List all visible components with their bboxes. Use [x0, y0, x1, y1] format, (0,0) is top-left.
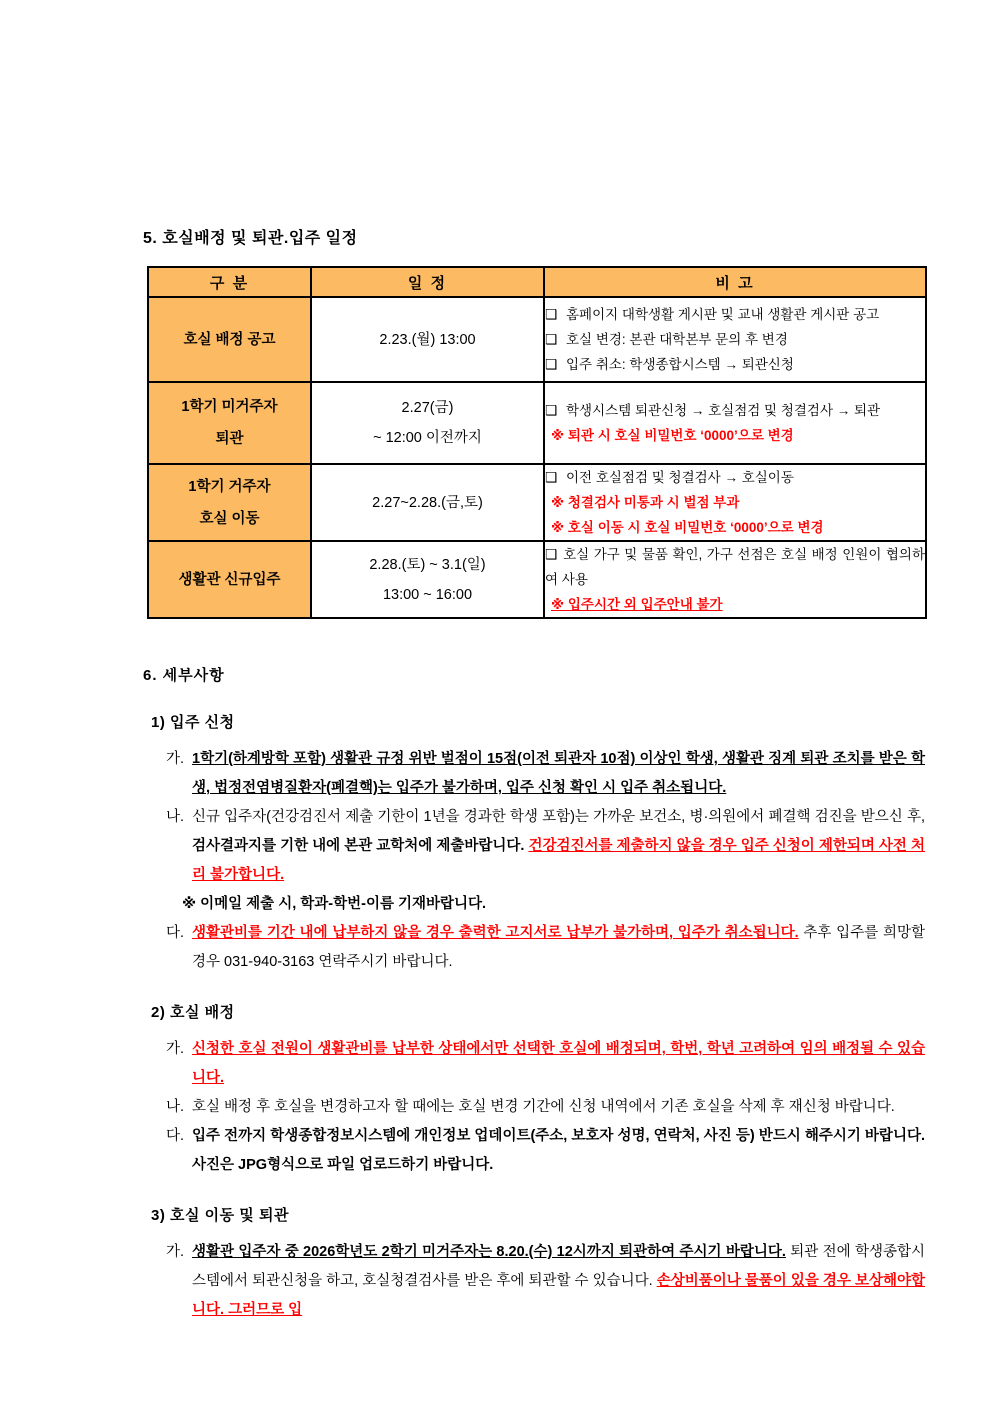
checkbox-bullet-icon: ❑ [545, 547, 558, 562]
text-run: 검사결과지를 기한 내에 본관 교학처에 제출바랍니다. [192, 838, 529, 854]
header-schedule: 일 정 [311, 267, 544, 297]
remarks-cell [544, 541, 926, 618]
schedule-table-body [148, 297, 926, 618]
text-run: 1학기(하계방학 포함) 생활관 규정 위반 벌점이 15점(이전 퇴관자 10점) 이상인 학생, 생활관 징계 퇴관 조치를 받은 학생, 법정전염병질환자(폐결핵)는 입주가 불가하며, 입주 신청 확인 시 입주 취소됩니다. [192, 751, 925, 796]
category-line: 호실 배정 공고 [183, 331, 276, 348]
paragraph-label: 가. [166, 751, 185, 767]
note-tip-line [545, 592, 925, 617]
text-run: 생활관 입주자 중 2026학년도 2학기 미거주자는 8.20.(수) 12시까지 퇴관하여 주시기 바랍니다. [192, 1244, 786, 1260]
note-text [566, 302, 925, 327]
paragraph-text [192, 1238, 925, 1325]
paragraph-text [192, 1035, 925, 1093]
text-run: 이전 호실점검 및 청결검사 → 호실이동 [566, 470, 794, 485]
remarks-cell [544, 382, 926, 464]
details [143, 665, 925, 1325]
schedule-line: ~ 12:00 이전까지 [373, 430, 482, 446]
checkbox-bullet-icon: ❑ [545, 403, 558, 418]
schedule-table-header [148, 267, 926, 297]
paragraph-text [192, 745, 925, 803]
note-line [545, 302, 925, 327]
schedule-cell [311, 541, 544, 618]
text-run: ※ 이메일 제출 시, 학과-학번-이름 기재바랍니다. [182, 896, 487, 912]
paragraph-label: 다. [166, 925, 185, 941]
category-line: 생활관 신규입주 [178, 571, 281, 588]
schedule-line: 2.23.(월) 13:00 [379, 331, 476, 348]
table-row [148, 541, 926, 618]
table-row [148, 464, 926, 541]
note-tip-line [545, 515, 925, 540]
header-row [148, 267, 926, 297]
checkbox-bullet-icon: ❑ [545, 470, 558, 485]
subsection-heading: 1) 입주 신청 [151, 714, 235, 731]
document-content [143, 225, 925, 1325]
category-cell [148, 382, 311, 464]
category-cell [148, 297, 311, 382]
checkbox-bullet-icon: ❑ [545, 307, 558, 322]
text-run: 호실 배정 후 호실을 변경하고자 할 때에는 호실 변경 기간에 신청 내역에서 기존 호실을 삭제 후 재신청 바랍니다. [192, 1099, 895, 1115]
category-line: 퇴관 [215, 431, 244, 447]
category-cell [148, 541, 311, 618]
text-run: ※ 호실 이동 시 호실 비밀번호 ‘0000’으로 변경 [551, 520, 824, 535]
schedule-cell [311, 297, 544, 382]
note-text [566, 327, 925, 352]
subsection-heading: 3) 호실 이동 및 퇴관 [151, 1207, 289, 1224]
detail-paragraph [166, 1093, 925, 1122]
text-run: ※ 퇴관 시 호실 비밀번호 ‘0000’으로 변경 [551, 428, 794, 443]
text-run: 생활관비를 기간 내에 납부하지 않을 경우 출력한 고지서로 납부가 불가하며, 입주가 취소됩니다. [192, 925, 799, 941]
subsection-heading: 2) 호실 배정 [151, 1004, 235, 1021]
paragraph-text [192, 803, 925, 890]
schedule-line: 2.27~2.28.(금,토) [372, 494, 483, 511]
schedule-line: 2.28.(토) ~ 3.1(일) [369, 556, 486, 573]
remarks-cell [544, 464, 926, 541]
header-remarks: 비 고 [544, 267, 926, 297]
text-run: 신청한 호실 전원이 생활관비를 납부한 상태에서만 선택한 호실에 배정되며, 학번, 학년 고려하여 임의 배정될 수 있습니다. [192, 1041, 925, 1086]
note-text [566, 352, 925, 377]
schedule-table [147, 266, 927, 619]
note-tip-line [545, 490, 925, 515]
text-run: 신규 입주자(건강검진서 제출 기한이 1년을 경과한 학생 포함)는 가까운 보건소, 병·의원에서 폐결핵 검진을 받으신 후, [192, 809, 925, 825]
text-run: 퇴관 전에 학생종합시스템에서 퇴관신청을 하고, 호실청결검사를 받은 후에 퇴관할 수 있습니다. [192, 1244, 925, 1289]
text-run: 추후 입주를 희망할 경우 031-940-3163 연락주시기 바랍니다. [192, 925, 925, 970]
paragraph-label: 나. [166, 1099, 185, 1115]
paragraph-text [192, 1093, 925, 1122]
note-line [545, 465, 925, 490]
note-line [545, 542, 925, 592]
header-category: 구 분 [148, 267, 311, 297]
section-6-title: 6. 세부사항 [143, 667, 225, 684]
category-line: 1학기 거주자 [188, 478, 271, 495]
note-line [545, 327, 925, 352]
text-run: 입주 취소: 학생종합시스템 → 퇴관신청 [566, 357, 794, 372]
detail-paragraph [166, 803, 925, 890]
text-run: ※ 입주시간 외 입주안내 불가 [551, 597, 723, 612]
extra-note [182, 890, 925, 919]
note-text [545, 547, 925, 587]
text-run: 손상비품이나 물품이 있을 경우 보상해야합니다. 그러므로 입 [192, 1273, 925, 1318]
paragraph-text [192, 1122, 925, 1180]
table-row [148, 382, 926, 464]
schedule-cell [311, 382, 544, 464]
paragraph-label: 나. [166, 809, 185, 825]
text-run: 건강검진서를 제출하지 않을 경우 입주 신청이 제한되며 사전 처리 불가합니다. [192, 838, 925, 883]
detail-subsections [143, 712, 925, 1325]
text-run: ※ 청결검사 미통과 시 벌점 부과 [551, 495, 740, 510]
category-line: 1학기 미거주자 [181, 399, 278, 415]
note-line [545, 398, 925, 423]
schedule-line: 13:00 ~ 16:00 [382, 586, 473, 603]
text-run: 홈페이지 대학생활 게시판 및 교내 생활관 게시판 공고 [566, 307, 880, 322]
note-tip-line [545, 423, 925, 448]
schedule-line: 2.27(금) [401, 400, 454, 416]
remarks-cell [544, 297, 926, 382]
category-cell [148, 464, 311, 541]
note-text [566, 398, 925, 423]
text-run: 입주 전까지 학생종합정보시스템에 개인정보 업데이트(주소, 보호자 성명, 연락처, 사진 등) 반드시 해주시기 바랍니다. 사진은 JPG형식으로 파일 업로드하기 바랍니다. [192, 1128, 925, 1173]
category-line: 호실 이동 [199, 510, 260, 527]
detail-paragraph [166, 919, 925, 977]
text-run: 학생시스템 퇴관신청 → 호실점검 및 청결검사 → 퇴관 [566, 403, 881, 418]
detail-paragraph [166, 1238, 925, 1325]
note-text [566, 465, 925, 490]
paragraph-label: 가. [166, 1244, 185, 1260]
detail-paragraph [166, 1035, 925, 1093]
note-line [545, 352, 925, 377]
paragraph-label: 가. [166, 1041, 185, 1057]
detail-paragraph [166, 745, 925, 803]
text-run: 호실 가구 및 물품 확인, 가구 선점은 호실 배정 인원이 협의하여 사용 [545, 547, 925, 587]
checkbox-bullet-icon: ❑ [545, 332, 558, 347]
schedule-cell [311, 464, 544, 541]
text-run: 호실 변경: 본관 대학본부 문의 후 변경 [566, 332, 788, 347]
paragraph-text [192, 919, 925, 977]
checkbox-bullet-icon: ❑ [545, 357, 558, 372]
paragraph-label: 다. [166, 1128, 185, 1144]
detail-paragraph [166, 1122, 925, 1180]
section-5-title: 5. 호실배정 및 퇴관.입주 일정 [143, 230, 358, 247]
table-row [148, 297, 926, 382]
